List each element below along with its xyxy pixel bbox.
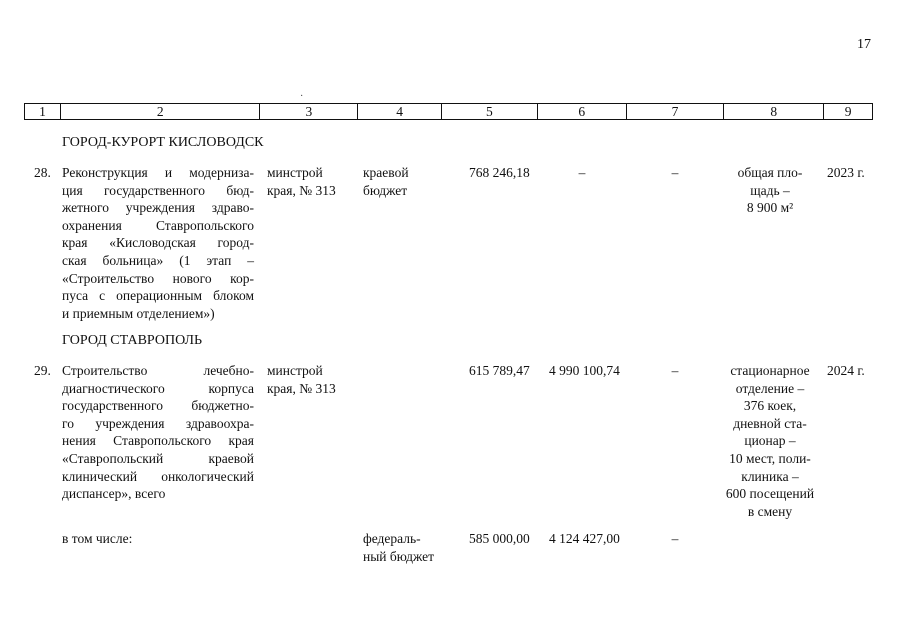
row-28-year: 2023 г. — [827, 165, 865, 180]
row-29-col8: стационарное отделение – 376 коек, дневной ста- ционар – 10 мест, поли- клиника – 600 посещений в смену — [725, 363, 815, 519]
row-28-col8: общая пло- щадь – 8 900 м² — [737, 165, 803, 216]
header-col-5: 5 — [442, 104, 538, 119]
row-28-col5: 768 246,18 — [469, 165, 530, 180]
row-29-authority: минстрой края, № 313 — [267, 363, 336, 396]
row-29-col7: – — [671, 363, 679, 378]
section-title-stavropol: ГОРОД СТАВРОПОЛЬ — [62, 333, 203, 348]
row-28-budget: краевой бюджет — [363, 165, 409, 198]
scan-mark: · — [300, 91, 304, 102]
section-title-kislovodsk: ГОРОД-КУРОРТ КИСЛОВОДСК — [62, 135, 264, 150]
subrow-col7: – — [671, 531, 679, 546]
row-29-description: Строительство лечебно- диагностического корпуса государственного бюджетно- го учреждения здравоохра- нения Ставропольского края «Ставропольский краевой клинический онкологический диспансер», всего — [62, 363, 254, 502]
header-col-6: 6 — [538, 104, 627, 119]
page-number: 17 — [857, 37, 871, 52]
row-29-col6: 4 990 100,74 — [549, 363, 620, 378]
header-col-8: 8 — [724, 104, 824, 119]
subrow-label: в том числе: — [62, 531, 133, 546]
row-28-number: 28. — [34, 165, 51, 180]
row-29-col5: 615 789,47 — [469, 363, 530, 378]
subrow-col6: 4 124 427,00 — [549, 531, 620, 546]
header-col-1: 1 — [25, 104, 61, 119]
table-header — [24, 103, 873, 120]
header-col-7: 7 — [627, 104, 725, 119]
row-29-year: 2024 г. — [827, 363, 865, 378]
row-28-description: Реконструкция и модерниза- ция государственного бюд- жетного учреждения здраво- охранения Ставропольского края «Кисловодская город- ская больница» (1 этап – «Строительство нового кор- пуса с операционным блоком и приемным отделением») — [62, 165, 254, 321]
row-29-number: 29. — [34, 363, 51, 378]
header-col-4: 4 — [358, 104, 442, 119]
row-28-col6: – — [578, 165, 586, 180]
subrow-budget: федераль- ный бюджет — [363, 531, 435, 564]
subrow-col5: 585 000,00 — [469, 531, 530, 546]
header-col-9: 9 — [844, 104, 852, 119]
header-col-3: 3 — [260, 104, 358, 119]
row-28-col7: – — [671, 165, 679, 180]
row-28-authority: минстрой края, № 313 — [267, 165, 336, 198]
header-col-2: 2 — [61, 104, 261, 119]
